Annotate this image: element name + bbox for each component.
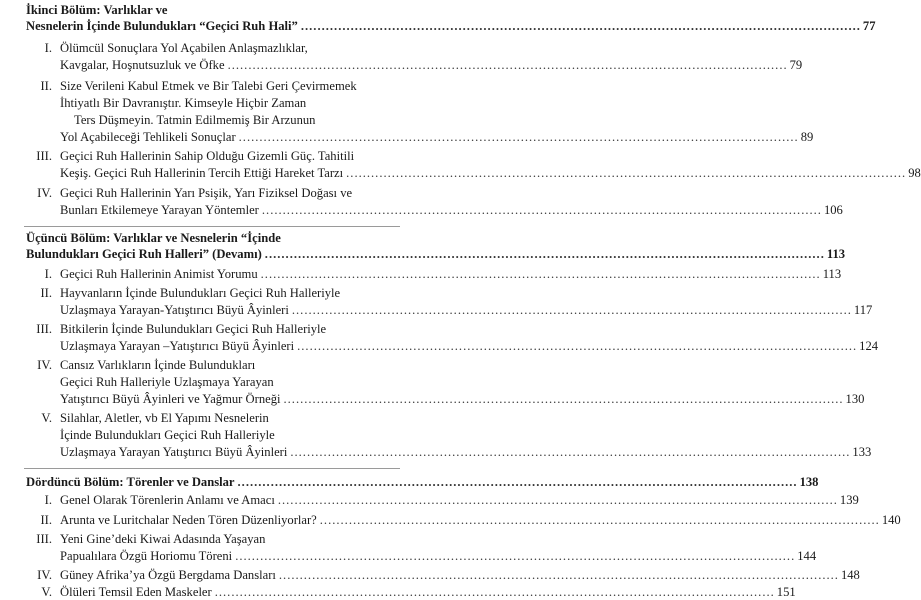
page-number: 117 [853,303,873,317]
entry-text: İçinde Bulundukları Geçici Ruh Halleriyle [60,428,275,442]
toc-entry [0,285,424,301]
toc-entry [0,410,424,426]
toc-entry [22,512,901,528]
toc-entry [60,338,879,354]
entry-text: Yol Açabileceği Tehlikeli Sonuçlar [60,130,236,144]
entry-text: Uzlaşmaya Yarayan Yatıştırıcı Büyü Âyinleri [60,445,288,459]
chapter-entry [26,18,876,34]
toc-entry [60,548,817,564]
toc-entry [0,357,424,373]
page-number: 138 [799,475,819,489]
entry-number: I. [44,41,52,55]
page-number: 89 [800,130,814,144]
entry-text: Ölüleri Temsil Eden Maskeler [60,585,212,599]
toc-entry [0,531,424,547]
entry-text: Yeni Gine’deki Kiwai Adasında Yaşayan [60,532,266,546]
entry-text: Cansız Varlıkların İçinde Bulundukları [60,358,256,372]
chapter-title [0,2,424,18]
dot-leader: ....................................................................................................................................... [260,267,821,281]
page-number: 139 [839,493,859,507]
chapter-title-line: Dördüncü Bölüm: Törenler ve Danslar [26,475,235,489]
page-number: 130 [845,392,865,406]
entry-text: Geçici Ruh Halleriyle Uzlaşmaya Yarayan [60,375,274,389]
dot-leader: ....................................................................................................................................... [227,58,788,72]
toc-entry [22,492,859,508]
dot-leader: ....................................................................................................................................... [278,568,839,582]
page-number: 144 [797,549,817,563]
dot-leader: ....................................................................................................................................... [283,392,844,406]
entry-text: Genel Olarak Törenlerin Anlamı ve Amacı [60,493,275,507]
dot-leader: ....................................................................................................................................... [300,19,861,33]
entry-text: Yatıştırıcı Büyü Âyinleri ve Yağmur Örneği [60,392,281,406]
toc-entry [0,112,424,128]
toc-entry [60,202,843,218]
toc-entry [60,444,872,460]
chapter-title [0,230,424,246]
chapter-title-line: Üçüncü Bölüm: Varlıklar ve Nesnelerin “İçinde [26,231,281,245]
toc-entry [0,40,424,56]
entry-number: V. [41,411,52,425]
entry-text: İhtiyatlı Bir Davranıştır. Kimseyle Hiçbir Zaman [60,96,307,110]
entry-number: IV. [37,186,52,200]
entry-text: Hayvanların İçinde Bulundukları Geçici Ruh Halleriyle [60,286,341,300]
dot-leader: ....................................................................................................................................... [214,585,775,599]
dot-leader: ....................................................................................................................................... [319,513,880,527]
toc-entry [0,185,424,201]
page-number: 113 [826,247,846,261]
section-divider [24,226,400,227]
page-number: 124 [859,339,879,353]
dot-leader: ....................................................................................................................................... [264,247,825,261]
entry-number: IV. [37,358,52,372]
page-number: 140 [881,513,901,527]
toc-entry [60,57,803,73]
page-number: 98 [908,166,921,180]
page-number: 79 [789,58,803,72]
entry-text: Geçici Ruh Hallerinin Animist Yorumu [60,267,258,281]
entry-text: Güney Afrika’ya Özgü Bergdama Dansları [60,568,276,582]
chapter-title-line: Bulundukları Geçici Ruh Halleri” (Devamı) [26,247,262,261]
entry-text: Uzlaşmaya Yarayan-Yatıştırıcı Büyü Âyinleri [60,303,289,317]
dot-leader: ....................................................................................................................................... [291,303,852,317]
entry-number: III. [36,322,52,336]
dot-leader: ....................................................................................................................................... [238,130,799,144]
page-number: 113 [822,267,842,281]
toc-entry [22,584,796,600]
section-divider [24,468,400,469]
dot-leader: ....................................................................................................................................... [290,445,851,459]
toc-entry [60,391,865,407]
chapter-title-line: Nesnelerin İçinde Bulundukları “Geçici Ruh Hali” [26,19,298,33]
toc-entry [0,95,424,111]
dot-leader: ....................................................................................................................................... [297,339,858,353]
page-number: 148 [840,568,860,582]
entry-number: I. [44,493,52,507]
entry-number: III. [36,532,52,546]
toc-entry [60,129,814,145]
entry-text: Papualılara Özgü Horiomu Töreni [60,549,233,563]
entry-number: II. [40,79,52,93]
entry-text: Geçici Ruh Hallerinin Sahip Olduğu Gizemli Güç. Tahitili [60,149,355,163]
entry-text: Bunları Etkilemeye Yarayan Yöntemler [60,203,259,217]
entry-text: Keşiş. Geçici Ruh Hallerinin Tercih Ettiği Hareket Tarzı [60,166,344,180]
toc-entry [0,78,424,94]
entry-text: Geçici Ruh Hallerinin Yarı Psişik, Yarı Fiziksel Doğası ve [60,186,353,200]
entry-text: Uzlaşmaya Yarayan –Yatıştırıcı Büyü Âyinleri [60,339,295,353]
chapter-entry [26,246,846,262]
page-number: 133 [852,445,872,459]
entry-number: II. [40,286,52,300]
entry-text: Kavgalar, Hoşnutsuzluk ve Öfke [60,58,225,72]
chapter-entry [26,474,819,490]
entry-number: V. [41,585,52,599]
page-number: 151 [776,585,796,599]
entry-text: Arunta ve Luritchalar Neden Tören Düzenliyorlar? [60,513,317,527]
toc-entry [0,321,424,337]
dot-leader: ....................................................................................................................................... [346,166,907,180]
entry-number: II. [40,513,52,527]
dot-leader: ....................................................................................................................................... [237,475,798,489]
page-number: 106 [823,203,843,217]
entry-number: III. [36,149,52,163]
toc-entry [0,148,424,164]
entry-text: Bitkilerin İçinde Bulundukları Geçici Ruh Halleriyle [60,322,327,336]
entry-text: Ters Düşmeyin. Tatmin Edilmemiş Bir Arzunun [74,113,316,127]
toc-entry [22,266,842,282]
page-number: 77 [862,19,876,33]
dot-leader: ....................................................................................................................................... [277,493,838,507]
entry-text: Size Verileni Kabul Etmek ve Bir Talebi Geri Çevirmemek [60,79,357,93]
chapter-title-line: İkinci Bölüm: Varlıklar ve [26,3,168,17]
toc-entry [0,374,424,390]
toc-entry [60,302,873,318]
entry-text: Ölümcül Sonuçlara Yol Açabilen Anlaşmazlıklar, [60,41,308,55]
entry-number: I. [44,267,52,281]
entry-text: Silahlar, Aletler, vb El Yapımı Nesnelerin [60,411,269,425]
toc-entry [60,165,921,181]
dot-leader: ....................................................................................................................................... [235,549,796,563]
toc-entry [0,427,424,443]
toc-entry [22,567,860,583]
entry-number: IV. [37,568,52,582]
dot-leader: ....................................................................................................................................... [261,203,822,217]
